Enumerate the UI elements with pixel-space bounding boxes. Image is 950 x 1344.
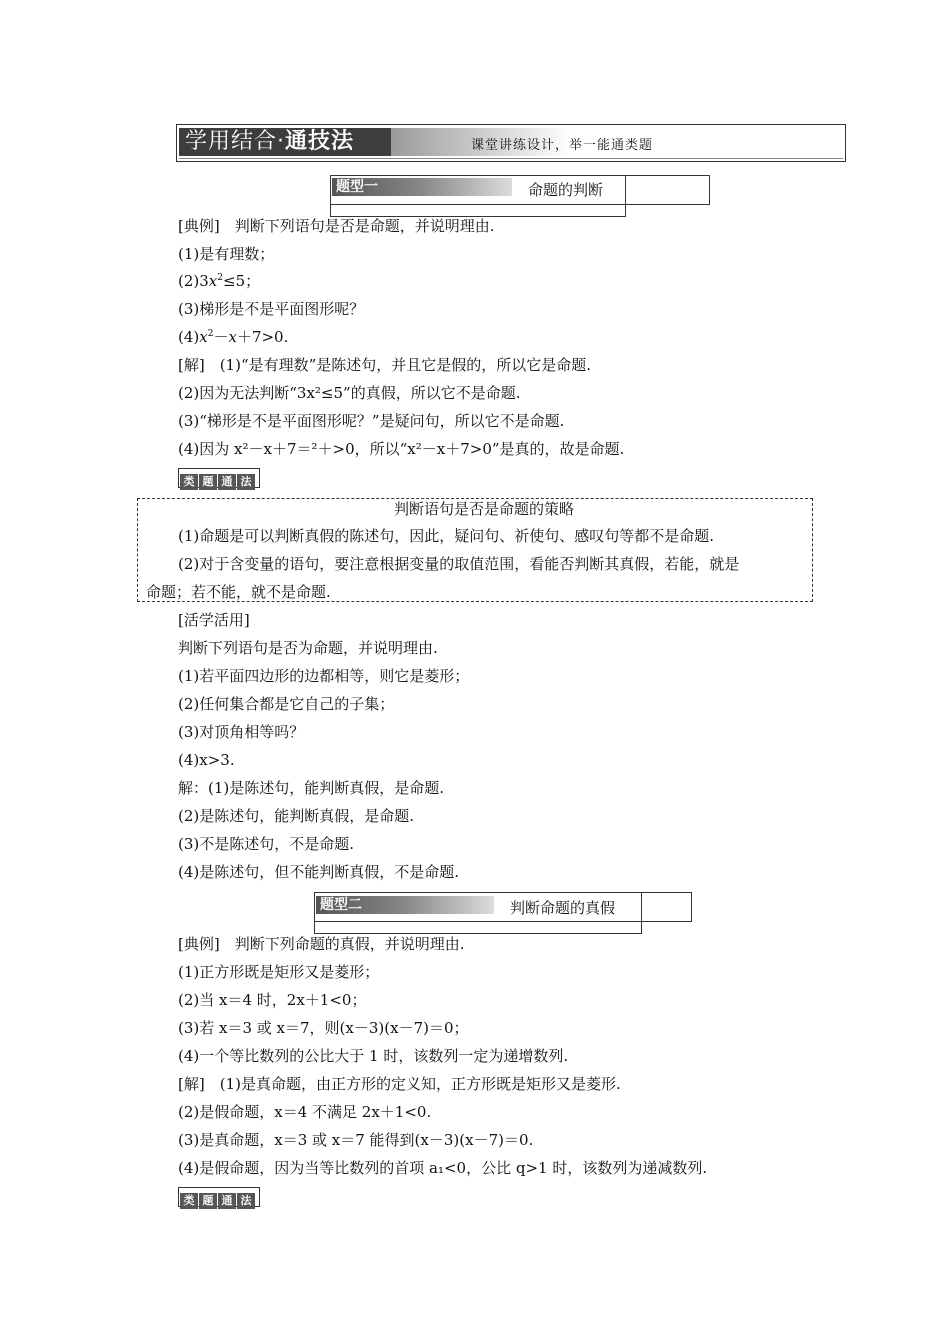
example1-item3: (3)梯形是不是平面图形呢？: [178, 300, 365, 318]
item2-sup: 2: [217, 273, 223, 283]
badge2-char-3: 通: [218, 1193, 236, 1209]
section2-title: 判断命题的真假: [510, 899, 616, 917]
practice-answer1: 解：(1)是陈述句，能判断真假，是命题.: [178, 779, 445, 797]
example1-intro: [典例] 判断下列语句是否是命题，并说明理由.: [178, 217, 495, 235]
solution1-line1: [解] (1)“是有理数”是陈述句，并且它是假的，所以它是命题.: [178, 356, 592, 374]
strategy-title: 判断语句是否是命题的策略: [394, 500, 575, 518]
solution2-line2: (2)是假命题，x＝4 不满足 2x＋1<0.: [178, 1103, 432, 1121]
item2-post: ≤5；: [223, 272, 261, 290]
solution1-line3: (3)“梯形是不是平面图形呢？”是疑问句，所以它不是命题.: [178, 412, 565, 430]
section1-tag: 题型一: [332, 178, 512, 196]
solution1-line4: (4)因为 x²－x＋7＝²＋>0，所以“x²－x＋7>0”是真的，故是命题.: [178, 440, 625, 458]
badge1-char-1: 类: [180, 474, 198, 490]
solution1-line2: (2)因为无法判断“3x²≤5”的真假，所以它不是命题.: [178, 384, 521, 402]
banner-inner: [179, 128, 843, 159]
strategy-point2a: (2)对于含变量的语句，要注意根据变量的取值范围，看能否判断其真假，若能，就是: [178, 555, 740, 573]
section1-title: 命题的判断: [528, 181, 604, 199]
item4-pre: (4): [178, 328, 200, 346]
example2-intro: [典例] 判断下列命题的真假，并说明理由.: [178, 935, 465, 953]
item4-var2: x: [228, 328, 237, 346]
badge2-char-4: 法: [237, 1193, 255, 1209]
badge2-char-2: 题: [199, 1193, 217, 1209]
strategy-point1: (1)命题是可以判断真假的陈述句，因此，疑问句、祈使句、感叹句等都不是命题.: [178, 527, 715, 545]
practice-item1: (1)若平面四边形的边都相等，则它是菱形；: [178, 667, 470, 685]
solution2-line3: (3)是真命题，x＝3 或 x＝7 能得到(x－3)(x－7)＝0.: [178, 1131, 534, 1149]
strategy-point2b: 命题；若不能，就不是命题.: [146, 583, 331, 601]
banner-title-b: 通技法: [285, 129, 355, 154]
practice-answer2: (2)是陈述句，能判断真假，是命题.: [178, 807, 415, 825]
practice-intro: 判断下列语句是否为命题，并说明理由.: [178, 639, 438, 657]
practice-item3: (3)对顶角相等吗？: [178, 723, 305, 741]
summary-badge-2: [178, 1187, 260, 1207]
example2-item4: (4)一个等比数列的公比大于 1 时，该数列一定为递增数列.: [178, 1047, 569, 1065]
item4-post: ＋7>0.: [236, 328, 289, 346]
example1-item4: [178, 327, 288, 347]
solution2-line1: [解] (1)是真命题，由正方形的定义知，正方形既是矩形又是菱形.: [178, 1075, 621, 1093]
badge1-char-2: 题: [199, 474, 217, 490]
summary-badge-1: [178, 468, 260, 488]
example2-item1: (1)正方形既是矩形又是菱形；: [178, 963, 380, 981]
banner-subtitle: 课堂讲练设计，举一能通类题: [471, 138, 654, 153]
banner-title-a: 学用结合·: [185, 129, 285, 154]
solution2-line4: (4)是假命题，因为当等比数列的首项 a₁<0，公比 q>1 时，该数列为递减数列.: [178, 1159, 708, 1177]
practice-answer3: (3)不是陈述句，不是命题.: [178, 835, 355, 853]
badge1-char-4: 法: [237, 474, 255, 490]
practice-answer4: (4)是陈述句，但不能判断真假，不是命题.: [178, 863, 460, 881]
practice-item4: (4)x>3.: [178, 751, 235, 769]
badge2-char-1: 类: [180, 1193, 198, 1209]
item4-var1: x: [199, 328, 208, 346]
example2-item3: (3)若 x＝3 或 x＝7，则(x－3)(x－7)＝0；: [178, 1019, 469, 1037]
item4-sup: 2: [207, 329, 214, 339]
lesson-banner: [176, 124, 846, 162]
item2-var: x: [208, 272, 218, 290]
example1-item1: (1)是有理数；: [178, 245, 275, 263]
banner-title: [179, 128, 391, 156]
practice-item2: (2)任何集合都是它自己的子集；: [178, 695, 395, 713]
section2-tag: 题型二: [316, 896, 494, 914]
practice-title: [活学活用]: [178, 611, 250, 629]
example1-item2: [178, 271, 260, 291]
item2-pre: (2)3: [178, 272, 209, 290]
example2-item2: (2)当 x＝4 时，2x＋1<0；: [178, 991, 367, 1009]
badge1-char-3: 通: [218, 474, 236, 490]
item4-mid: －: [213, 328, 229, 346]
